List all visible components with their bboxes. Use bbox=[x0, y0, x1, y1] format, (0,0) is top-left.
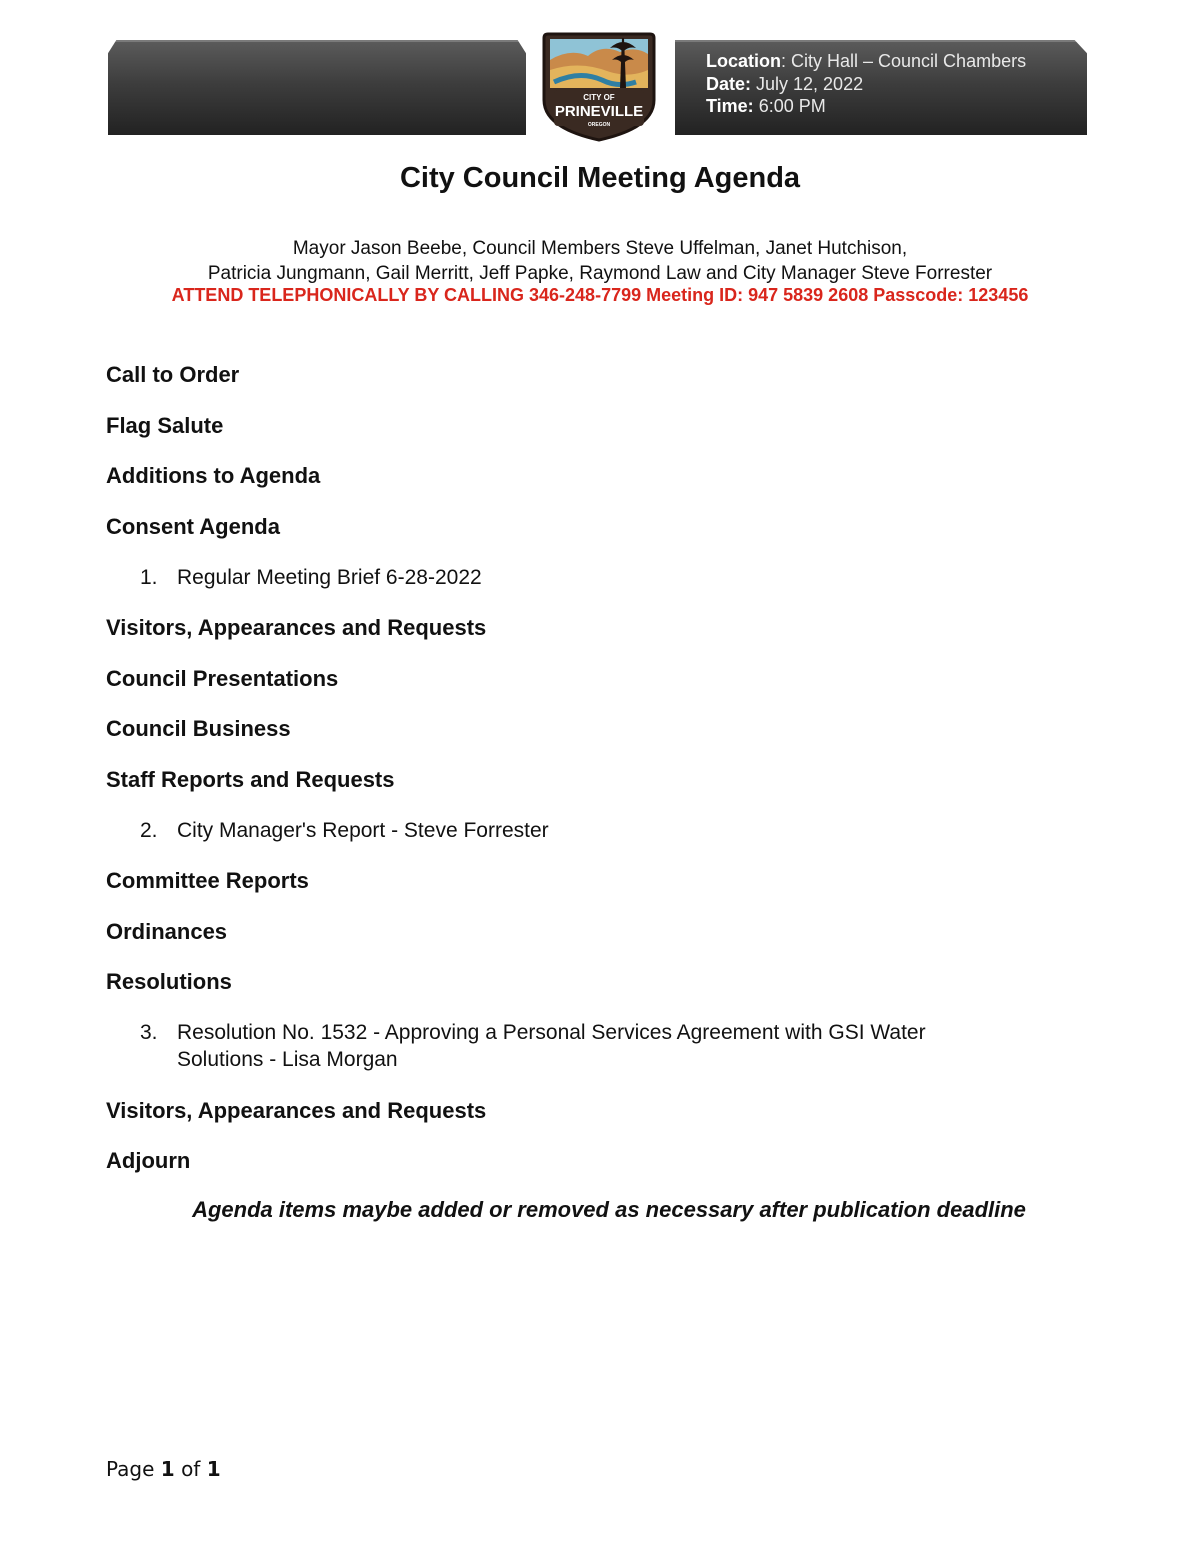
agenda-item-1 bbox=[140, 564, 482, 591]
date-line bbox=[706, 73, 1026, 96]
agenda-heading-staff-reports: Staff Reports and Requests bbox=[106, 767, 395, 792]
logo-state-text: OREGON bbox=[587, 122, 611, 128]
members-line-2: Patricia Jungmann, Gail Merritt, Jeff Papke, Raymond Law and City Manager Steve Forrester bbox=[207, 263, 993, 284]
time-value: 6:00 PM bbox=[753, 96, 826, 116]
agenda-item-3 bbox=[140, 1019, 926, 1071]
page-number bbox=[106, 1457, 221, 1481]
agenda-heading-committee: Committee Reports bbox=[106, 868, 309, 893]
page-current: 1 bbox=[160, 1457, 175, 1481]
agenda-item-text-line-1: Resolution No. 1532 - Approving a Personal Services Agreement with GSI Water bbox=[177, 1021, 926, 1044]
page-total: 1 bbox=[206, 1457, 221, 1481]
members-line-1: Mayor Jason Beebe, Council Members Steve Uffelman, Janet Hutchison, bbox=[292, 238, 908, 259]
agenda-item-text-line-2: Solutions - Lisa Morgan bbox=[177, 1048, 398, 1071]
agenda-item-number: 1. bbox=[140, 566, 158, 589]
agenda-item-text bbox=[177, 1019, 1037, 1073]
date-label: Date: bbox=[706, 73, 752, 94]
publication-notice: Agenda items maybe added or removed as necessary after publication deadline bbox=[192, 1197, 1026, 1222]
agenda-heading-call-to-order: Call to Order bbox=[106, 362, 240, 387]
page-title: City Council Meeting Agenda bbox=[399, 162, 801, 194]
agenda-heading-visitors-2: Visitors, Appearances and Requests bbox=[106, 1098, 487, 1123]
agenda-heading-consent: Consent Agenda bbox=[106, 514, 280, 539]
location-label: Location bbox=[706, 51, 781, 71]
attend-telephonically-notice: ATTEND TELEPHONICALLY BY CALLING 346-248-7799 Meeting ID: 947 5839 2608 Passcode: 123456 bbox=[171, 285, 1029, 305]
date-value: July 12, 2022 bbox=[751, 73, 864, 94]
agenda-heading-ordinances: Ordinances bbox=[106, 919, 228, 944]
agenda-item-number: 3. bbox=[140, 1021, 158, 1044]
prineville-logo-icon bbox=[540, 30, 658, 142]
agenda-item-number: 2. bbox=[140, 819, 158, 842]
meeting-info bbox=[706, 50, 1026, 118]
agenda-heading-business: Council Business bbox=[106, 716, 291, 741]
logo-city-of-text: CITY OF bbox=[583, 93, 615, 102]
page-of-label: of bbox=[181, 1457, 201, 1481]
agenda-heading-presentations: Council Presentations bbox=[106, 666, 339, 691]
agenda-heading-adjourn: Adjourn bbox=[106, 1148, 191, 1173]
agenda-heading-flag-salute: Flag Salute bbox=[106, 413, 224, 438]
logo-name-text: PRINEVILLE bbox=[554, 103, 644, 120]
location-line bbox=[706, 50, 1026, 73]
time-label: Time: bbox=[706, 96, 754, 116]
page-label: Page bbox=[106, 1457, 155, 1481]
agenda-heading-resolutions: Resolutions bbox=[106, 969, 232, 994]
agenda-heading-additions: Additions to Agenda bbox=[106, 463, 321, 488]
council-members bbox=[0, 236, 1200, 286]
header-banner-left bbox=[108, 40, 526, 135]
agenda-item-text: Regular Meeting Brief 6-28-2022 bbox=[177, 566, 482, 589]
time-line bbox=[706, 95, 1026, 118]
location-value: : City Hall – Council Chambers bbox=[781, 51, 1027, 71]
agenda-item-text: City Manager's Report - Steve Forrester bbox=[177, 819, 549, 842]
agenda-item-2 bbox=[140, 817, 549, 844]
agenda-heading-visitors-1: Visitors, Appearances and Requests bbox=[106, 615, 487, 640]
